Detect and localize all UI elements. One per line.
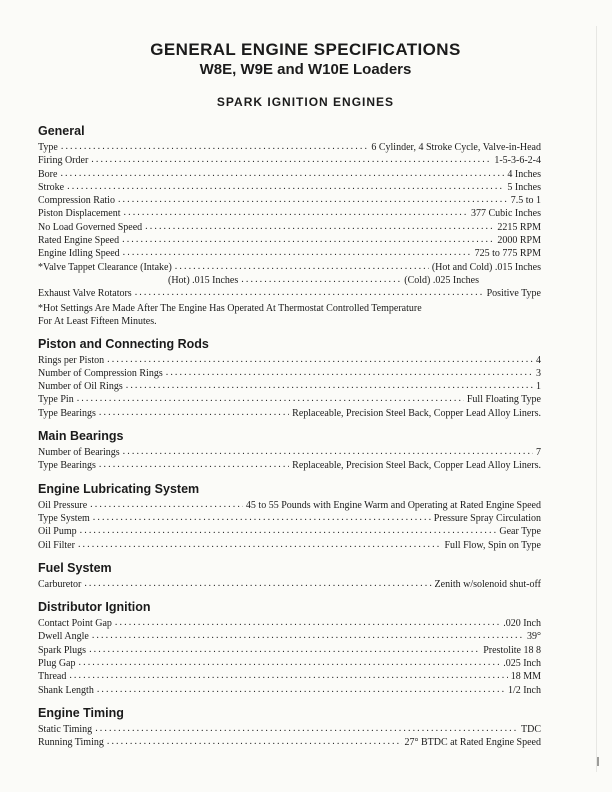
section-lubricating (38, 482, 541, 552)
spec-row (38, 354, 541, 367)
section-piston-rods (38, 337, 541, 420)
spec-row (38, 736, 541, 749)
spec-row (38, 154, 541, 167)
dot-leader (175, 260, 429, 273)
dot-leader (89, 643, 480, 656)
spec-row (38, 499, 541, 512)
spec-label: Contact Point Gap (38, 618, 112, 630)
spec-value: 27° BTDC at Rated Engine Speed (404, 737, 541, 749)
spec-label: Firing Order (38, 155, 89, 167)
spec-label: Type (38, 142, 58, 153)
spec-row (38, 393, 541, 406)
dot-leader (91, 153, 491, 166)
spec-row (38, 617, 541, 630)
dot-leader (90, 498, 243, 511)
spec-row (38, 247, 541, 260)
footnote-line: For At Least Fifteen Minutes. (38, 315, 157, 327)
footnote (38, 302, 541, 328)
section-heading: General (38, 124, 85, 138)
dot-leader (99, 458, 289, 471)
spec-row (38, 578, 541, 591)
spec-label: Compression Ratio (38, 195, 115, 207)
section-timing (38, 706, 541, 750)
dot-leader (78, 538, 442, 551)
dot-leader (122, 233, 494, 246)
dot-leader (107, 353, 533, 366)
dot-leader (99, 406, 289, 419)
section-heading: Engine Timing (38, 705, 124, 720)
section-heading: Piston and Connecting Rods (38, 336, 209, 351)
spec-value: .020 Inch (503, 618, 541, 630)
spec-row (38, 380, 541, 393)
spec-value: 45 to 55 Pounds with Engine Warm and Operating at Rated Engine Speed (245, 499, 541, 511)
spec-row (38, 525, 541, 538)
spec-value: 4 (536, 354, 541, 366)
spec-label: Number of Bearings (38, 447, 120, 459)
spec-row (38, 630, 541, 643)
dot-leader (79, 656, 501, 669)
spec-label: Stroke (38, 181, 65, 193)
spec-value: 18 MM (510, 671, 541, 683)
spec-label: Oil Filter (38, 539, 75, 551)
dot-leader (92, 629, 524, 642)
dot-leader (93, 511, 431, 524)
spec-row (38, 684, 541, 697)
spec-label: Plug Gap (38, 658, 76, 670)
spec-value: 3 (536, 367, 541, 379)
spec-value: 1-5-3-6-2-4 (494, 155, 541, 167)
section-general (38, 124, 541, 328)
spec-row (38, 274, 541, 287)
spec-row (38, 512, 541, 525)
spec-label: Type System (38, 512, 90, 524)
dot-leader (61, 140, 368, 153)
spec-row (38, 234, 541, 247)
spec-label: Type Bearings (38, 407, 96, 419)
spec-value: 2000 RPM (497, 235, 541, 247)
spec-label: Number of Oil Rings (38, 381, 123, 393)
spec-label: *Valve Tappet Clearance (Intake) (38, 261, 172, 273)
spec-row (38, 287, 541, 300)
spec-label: (Hot) .015 Inches (168, 274, 239, 286)
spec-row (38, 221, 541, 234)
dot-leader (124, 206, 469, 219)
spec-row (38, 181, 541, 194)
spec-value: Gear Type (499, 526, 541, 538)
spec-value: 6 Cylinder, 4 Stroke Cycle, Valve-in-Head (371, 142, 541, 153)
spec-row (38, 261, 541, 274)
spec-label: Type Pin (38, 394, 74, 406)
spec-row (38, 644, 541, 657)
dot-leader (123, 246, 472, 259)
dot-leader (97, 683, 505, 696)
section-fuel (38, 561, 541, 591)
spec-row (38, 670, 541, 683)
section-banner: SPARK IGNITION ENGINES (216, 95, 395, 109)
section-main-bearings (38, 429, 541, 473)
spec-label: Running Timing (38, 737, 104, 749)
spec-label: Rings per Piston (38, 354, 105, 366)
spec-label: Oil Pressure (38, 499, 88, 511)
spec-label: Bore (38, 168, 58, 180)
spec-label: Shank Length (38, 684, 94, 696)
spec-value: (Cold) .025 Inches (404, 274, 479, 286)
section-heading: Distributor Ignition (38, 600, 151, 615)
dot-leader (115, 616, 500, 629)
spec-row (38, 168, 541, 181)
spec-label: No Load Governed Speed (38, 221, 143, 233)
spec-value: Zenith w/solenoid shut-off (434, 578, 541, 590)
dot-leader (166, 366, 533, 379)
spec-value: 7.5 to 1 (510, 195, 541, 207)
spec-row (38, 141, 541, 154)
spec-row (38, 539, 541, 552)
dot-leader (84, 577, 431, 590)
spec-label: Number of Compression Rings (38, 367, 163, 379)
spec-value: Pressure Spray Circulation (433, 512, 541, 524)
spec-row (38, 367, 541, 380)
spec-value: 725 to 775 RPM (474, 248, 541, 260)
spec-value: Replaceable, Precision Steel Back, Copper Lead Alloy Liners. (292, 407, 541, 419)
spec-label: Piston Displacement (38, 208, 121, 220)
dot-leader (95, 722, 518, 735)
page-subtitle: W8E, W9E and W10E Loaders (199, 61, 412, 78)
dot-leader (67, 180, 504, 193)
spec-label: Engine Idling Speed (38, 248, 120, 260)
dot-leader (77, 392, 464, 405)
dot-leader (69, 669, 507, 682)
spec-label: Static Timing (38, 723, 93, 735)
spec-value: Full Flow, Spin on Type (444, 539, 541, 551)
spec-row (38, 446, 541, 459)
dot-leader (123, 445, 533, 458)
spec-row (38, 657, 541, 670)
section-heading: Fuel System (38, 560, 112, 575)
dot-leader (80, 524, 497, 537)
spec-value: TDC (521, 723, 541, 735)
footnote-line: *Hot Settings Are Made After The Engine Has Operated At Thermostat Controlled Temperature (38, 302, 422, 314)
spec-value: 5 Inches (507, 181, 541, 193)
spec-value: Full Floating Type (466, 394, 541, 406)
section-distributor (38, 600, 541, 697)
page-header (54, 40, 557, 109)
dot-leader (118, 193, 508, 206)
dot-leader (60, 167, 504, 180)
spec-value: 377 Cubic Inches (471, 208, 541, 220)
dot-leader (107, 735, 402, 748)
spec-label: Exhaust Valve Rotators (38, 288, 132, 300)
dot-leader (126, 379, 533, 392)
spec-row (38, 459, 541, 472)
page-title: GENERAL ENGINE SPECIFICATIONS (150, 40, 461, 59)
spec-value: 1 (536, 381, 541, 393)
spec-value: Positive Type (486, 288, 541, 300)
spec-value: Prestolite 18 8 (483, 644, 541, 656)
spec-value: 1/2 Inch (507, 684, 541, 696)
spec-value: 7 (536, 447, 541, 459)
spec-label: Rated Engine Speed (38, 235, 120, 247)
spec-label: Thread (38, 671, 67, 683)
dot-leader (241, 273, 401, 286)
section-heading: Engine Lubricating System (38, 481, 200, 496)
section-heading: Main Bearings (38, 429, 124, 444)
spec-label: Oil Pump (38, 526, 77, 538)
spec-value: 39° (527, 631, 541, 643)
spec-row (38, 207, 541, 220)
scan-artifact-right-edge (596, 26, 597, 772)
spec-row (38, 723, 541, 736)
spec-label: Dwell Angle (38, 631, 89, 643)
scan-artifact-corner-tick (597, 757, 599, 766)
spec-value: Replaceable, Precision Steel Back, Copper Lead Alloy Liners. (292, 460, 541, 472)
spec-value: .025 Inch (503, 658, 541, 670)
spec-label: Carburetor (38, 578, 82, 590)
spec-label: Spark Plugs (38, 644, 87, 656)
spec-value: 4 Inches (507, 168, 541, 180)
spec-value: (Hot and Cold) .015 Inches (431, 261, 541, 273)
dot-leader (145, 220, 494, 233)
spec-row (38, 194, 541, 207)
dot-leader (135, 286, 484, 299)
spec-label: Type Bearings (38, 460, 96, 472)
spec-value: 2215 RPM (497, 221, 541, 233)
spec-row (38, 407, 541, 420)
